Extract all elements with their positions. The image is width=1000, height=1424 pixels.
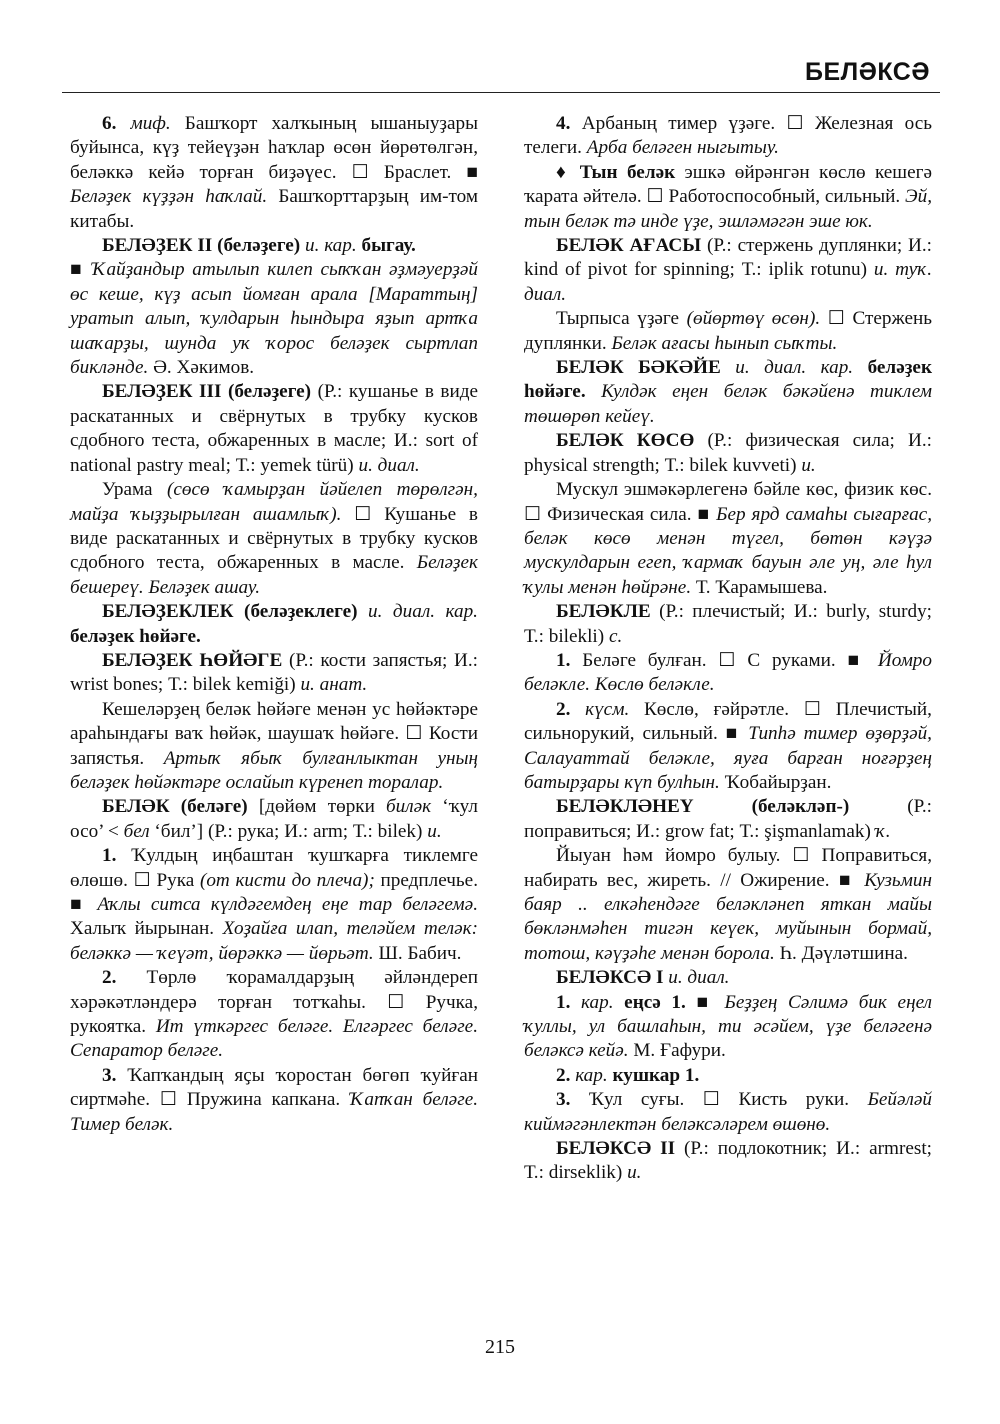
entry-headword: БЕЛӘКЛӘНЕҮ (беләкләп-) (Р.: поправиться; И.: grow fat; Т.: şişmanlamak) ҡ. [524,796,932,842]
entry-headword: БЕЛӘКСӘ I и. диал. [556,967,730,989]
entry-paragraph: 2. Төрлө ҡорамалдарҙың әйләндереп хәрәкәтләндерә торған тотҡаһы. ☐ Ручка, рукоятка. Ит үткәргес беләге. Елгәргес беләге. Сепаратор беләге. [70,967,479,1062]
entry-paragraph: 2. кар. кушкар 1. [556,1064,700,1086]
left-column [70,112,478,1137]
entry-paragraph: Йыуан һәм йомро булыу. ☐ Поправиться, набирать вес, жиреть. // Ожирение. ■ Кузьмин баяр .. елкәһендәге беләкләнеп яткан майы бөкләнмәһен тигән кеүек, муйынын бормай, тотош, кәүҙәһе менән борола. Һ. Дәүләтшина. [524,845,932,964]
running-header [0,58,1000,96]
entry-paragraph: 4. Арбаның тимер үҙәге. ☐ Железная ось телеги. Арба беләген ныгытыу. [524,113,932,159]
entry-paragraph: 1. кар. еңсә 1. ■ Беҙҙең Сәлимә бик еңел ҡуллы, ул башлаһын, ти әсәйем, үҙе беләгенә беләксә кейә. М. Ғафури. [524,991,932,1062]
entry-headword: БЕЛӘК (беләге) [дөйөм төрки биләк ‘ҡул осо’ < бел ‘бил’] (Р.: рука; И.: arm; Т.: bilek) и. [70,796,478,842]
entry-headword: БЕЛӘК БӘКӘЙЕ и. диал. кар. беләҙек һөйәге. Кулдәк еңен беләк бәкәйенә тиклем төшөрөп кейеү. [524,357,932,427]
entry-headword: БЕЛӘКСӘ II (Р.: подлокотник; И.: armrest; Т.: dirseklik) и. [524,1138,932,1184]
entry-headword: БЕЛӘҘЕКЛЕК (беләҙеклеге) и. диал. кар. беләҙек һөйәге. [70,601,478,647]
entry-paragraph: Кешеләрҙең беләк һөйәге менән ус һөйәктәре араһындағы ваҡ һөйәк, шаушаҡ һөйәге. ☐ Кости запястья. Артыҡ ябыҡ булғанлыктан уның беләҙек һөйәктәре ослайып күренеп торалар. [70,698,478,793]
entry-paragraph: 6. миф. Башҡорт халҡының ышаныуҙары буйынса, күҙ тейеүҙән һаҡлар өсөн йөрөтөлгән, беләккә кейә торған биҙәүес. ☐ Браслет. ■ Беләҙек күҙҙән һаҡлай. Башҡорттарҙың им-том китабы. [70,113,479,232]
entry-paragraph: Урама (сөсө ҡамырҙан йәйелеп төрөлгән, майҙа ҡыҙҙырылған ашамлыҡ). ☐ Кушанье в виде раскатанных и свёрнутых в трубку кусков сдобного теста, обжаренных в масле. Беләҙек бешереү. Беләҙек ашау. [70,479,478,598]
header-headword: БЕЛӘКСӘ [805,58,930,86]
entry-headword: БЕЛӘК АҒАСЫ (Р.: стержень дуплянки; И.: kind of pivot for spinning; Т.: iplik rotunu) и. туҡ. диал. [524,235,932,305]
entry-paragraph: Мускул эшмәкәрлегенә бәйле көс, физик көс. ☐ Физическая сила. ■ Бер ярд самаһы сығарғас, беләк көсө менән түгел, бөтөн кәүҙә мускулдарын егеп, ҡармаҡ бауын әле уң, әле һул ҡулы менән һөйрәне. Т. Ҡарамышева. [524,479,932,598]
entry-paragraph: 2. күсм. Көслө, ғәйрәтле. ☐ Плечистый, сильнорукий, сильный. ■ Типһә тимер өҙөрҙәй, Салауаттай беләкле, яуға барған ноғәрҙең батырҙары күп булһын. Ҡобайырҙан. [524,698,932,793]
entry-headword: БЕЛӘКЛЕ (Р.: плечистый; И.: burly, sturdy; Т.: bilekli) с. [524,601,932,647]
entry-paragraph: 3. Ҡул суғы. ☐ Кисть руки. Бейәләй киймәгәнлектән беләксәләрем өшөнө. [524,1089,933,1135]
entry-paragraph: Тырпыса үҙәге (өйөртөү өсөн). ☐ Стержень дуплянки. Беләк ағасы һынып сыҡты. [524,308,933,354]
entry-headword: БЕЛӘҘЕК III (беләҙеге) (Р.: кушанье в виде раскатанных и свёрнутых в трубку кусков сдобного теста, обжаренных в масле; И.: sort of national pastry meal; Т.: yemek türü) и. диал. [70,381,478,476]
entry-paragraph: 3. Ҡапҡандың яҫы ҡоростан бөгөп ҡуйған сиртмәһе. ☐ Пружина капкана. Ҡапҡан беләге. Тимер беләк. [70,1064,479,1135]
page-number: 215 [485,1336,515,1358]
entry-paragraph: ♦ Тын беләк эшкә өйрәнгән көслө кешегә ҡарата әйтелә. ☐ Работоспособный, сильный. Эй, тын беләк тә инде үҙе, эшләмәгән эше юк. [524,161,932,232]
entry-headword: БЕЛӘҘЕК ҺӨЙӘГЕ (Р.: кости запястья; И.: wrist bones; Т.: bilek kemiği) и. анат. [70,649,479,696]
entry-paragraph: 1. Беләге булған. ☐ С руками. ■ Йомро беләкле. Көслө беләкле. [524,649,932,696]
entry-paragraph: ■ Ҡайҙандыр атылып килеп сыҡҡан әҙмәуерҙәй өс кеше, күҙ асып йомған арала [Мараттың] уратып алып, ҡулдарын һындыра яҙып артҡа шаҡарҙы, шунда уҡ ҡорос беләҙек сыртлап бикләнде. Ә. Хәкимов. [70,259,479,379]
entry-paragraph: 1. Ҡулдың иңбаштан ҡушҡарға тиклемге өлөшө. ☐ Рука (от кисти до плеча); предплечье. ■ Аҡлы ситса күлдәгемдең еңе тар беләгемә. Халыҡ йырынан. Хоҙайға илап, теләйем теләк: беләккә — ҡеүәт, йөрәккә — йөрьәт. Ш. Бабич. [70,845,479,964]
entry-paragraph: БЕЛӘҘЕК II (беләҙеге) и. кар. быгау. [102,235,416,257]
entry-headword: БЕЛӘК КӨСӨ (Р.: физическая сила; И.: physical strength; Т.: bilek kuvveti) и. [524,430,932,476]
right-column [524,112,932,1186]
header-rule [62,92,940,93]
